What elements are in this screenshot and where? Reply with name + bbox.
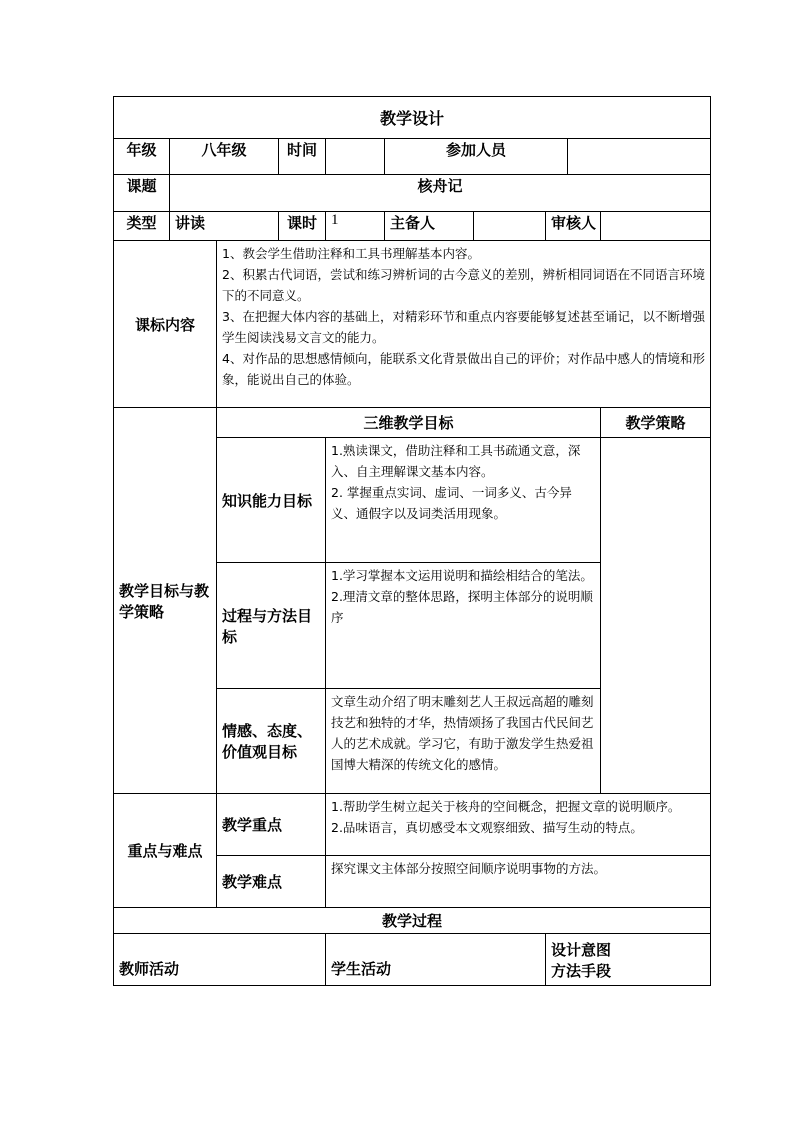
- curriculum-item: 3、在把握大体内容的基础上，对精彩环节和重点内容要能够复述甚至诵记，以不断增强学生阅读浅易文言文的能力。: [222, 309, 705, 345]
- student-activity-header: 学生活动: [326, 934, 546, 986]
- objectives-label: 教学目标与教学策略: [114, 408, 217, 794]
- curriculum-label: 课标内容: [114, 241, 217, 408]
- reviewer-value: [601, 212, 711, 241]
- lesson-value: 1: [326, 212, 385, 241]
- teacher-activity-header: 教师活动: [114, 934, 326, 986]
- keypoints-label: 重点与难点: [114, 794, 217, 908]
- process-method-goals: [326, 563, 601, 689]
- teaching-difficulty-label: 教学难点: [217, 856, 326, 908]
- knowledge-ability-goals: [326, 438, 601, 563]
- grade-label: 年级: [114, 139, 170, 175]
- goal-line: 1.学习掌握本文运用说明和描绘相结合的笔法。: [331, 568, 593, 583]
- goal-line: 文章生动介绍了明末雕刻艺人王叔远高超的雕刻技艺和独特的才华，热情颂扬了我国古代民间艺人的艺术成就。学习它，有助于激发学生热爱祖国博大精深的传统文化的感情。: [331, 694, 594, 772]
- goal-line: 1.熟读课文，借助注释和工具书疏通文意，深入、自主理解课文基本内容。: [331, 443, 581, 479]
- type-value: 讲读: [170, 212, 279, 241]
- focus-line: 2.品味语言，真切感受本文观察细致、描写生动的特点。: [331, 820, 643, 835]
- document-title: 教学设计: [114, 97, 711, 139]
- lead-value: [474, 212, 546, 241]
- method-label: 方法手段: [551, 961, 612, 980]
- focus-line: 1.帮助学生树立起关于核舟的空间概念，把握文章的说明顺序。: [331, 799, 681, 814]
- time-label: 时间: [279, 139, 326, 175]
- participants-value: [568, 139, 711, 175]
- teaching-focus-content: [326, 794, 711, 856]
- type-label: 类型: [114, 212, 170, 241]
- emotion-values-label: 情感、态度、价值观目标: [217, 689, 326, 794]
- emotion-values-goals: [326, 689, 601, 794]
- lesson-plan-document: [113, 96, 710, 986]
- goal-line: 2. 掌握重点实词、虚词、一词多义、古今异义、通假字以及词类活用现象。: [331, 485, 572, 521]
- process-method-label: 过程与方法目标: [217, 563, 326, 689]
- grade-value: 八年级: [170, 139, 279, 175]
- topic-value: 核舟记: [170, 175, 711, 212]
- three-dimensional-goals-header: 三维教学目标: [217, 408, 601, 438]
- curriculum-item: 1、教会学生借助注释和工具书理解基本内容。: [222, 246, 480, 261]
- teaching-focus-label: 教学重点: [217, 794, 326, 856]
- teaching-strategy-cell: [601, 438, 711, 794]
- teaching-difficulty-content: 探究课文主体部分按照空间顺序说明事物的方法。: [326, 856, 711, 908]
- lesson-label: 课时: [279, 212, 326, 241]
- knowledge-ability-label: 知识能力目标: [217, 438, 326, 563]
- topic-label: 课题: [114, 175, 170, 212]
- design-intent-label: 设计意图: [551, 940, 612, 959]
- time-value: [326, 139, 385, 175]
- goal-line: 2.理清文章的整体思路，探明主体部分的说明顺序: [331, 589, 593, 625]
- lead-label: 主备人: [385, 212, 474, 241]
- reviewer-label: 审核人: [546, 212, 601, 241]
- teaching-strategy-header: 教学策略: [601, 408, 711, 438]
- lesson-plan-table: [113, 96, 711, 986]
- teaching-process-title: 教学过程: [114, 908, 711, 934]
- curriculum-content: [217, 241, 711, 408]
- design-intent-header: [546, 934, 711, 986]
- curriculum-item: 2、积累古代词语，尝试和练习辨析词的古今意义的差别，辨析相同词语在不同语言环境下的不同意义。: [222, 267, 705, 303]
- participants-label: 参加人员: [385, 139, 568, 175]
- curriculum-item: 4、对作品的思想感情倾向，能联系文化背景做出自己的评价；对作品中感人的情境和形象，能说出自己的体验。: [222, 351, 705, 387]
